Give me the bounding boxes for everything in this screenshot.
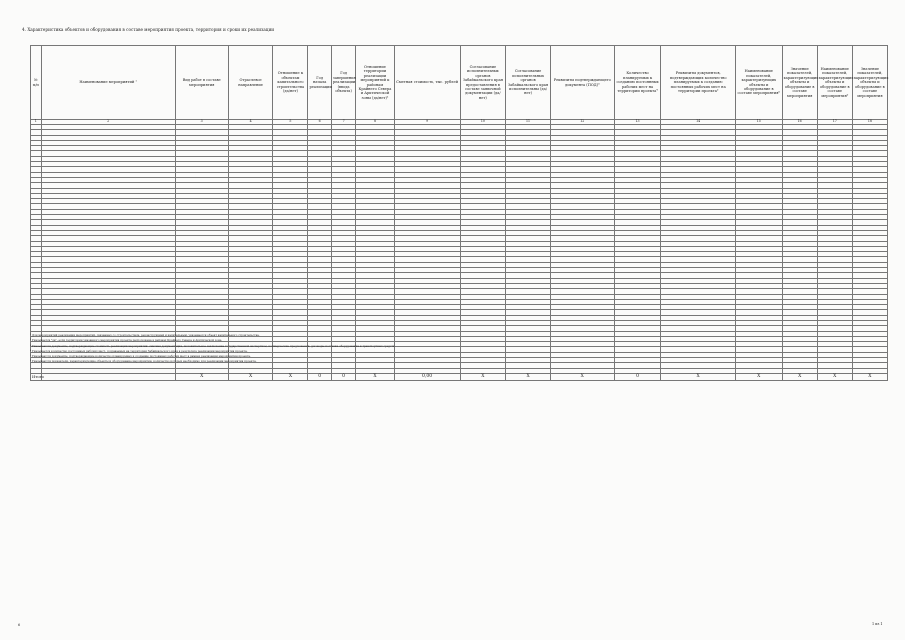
footnote: ⁶ Указываются показатели, характеризующие объекты и оборудование мероприятия, количество которых необходимо для реализации мероприятия проекта.: [30, 359, 257, 364]
column-number: 14: [661, 120, 735, 125]
column-number: 12: [550, 120, 614, 125]
footnote: ³ Указываются документы, подтверждающие стоимость реализации мероприятия: сметная документация, положительное заключение государственной экспертизы, коммерческие предложения, договоры поставки оборудования и транспортных средств.: [30, 343, 396, 348]
total-cell: X: [735, 373, 782, 380]
column-header: Значение показателей, характеризующих объекты и оборудование в составе мероприятия: [782, 46, 817, 120]
footnote: ⁵ Указываются документы, подтверждающие количество планируемых к созданию постоянных рабочих мест в рамках реализации мероприятия проекта.: [30, 354, 251, 359]
total-cell: X: [852, 373, 887, 380]
column-number: 11: [506, 120, 551, 125]
column-header: Количество планируемых к созданию постоянных рабочих мест на территории проекта⁴: [614, 46, 661, 120]
total-cell: X: [782, 373, 817, 380]
column-number: 17: [817, 120, 852, 125]
column-header: Согласование исполнительных органов Забайкальского края исполнительны (да/нет): [506, 46, 551, 120]
column-header: Отраслевое направление: [228, 46, 273, 120]
column-number: 7: [331, 120, 355, 125]
column-header: Значение показателей, характеризующих объекты и оборудование в составе мероприятия: [852, 46, 887, 120]
page-number: 1 из 1: [872, 622, 883, 626]
total-cell: 0: [614, 373, 661, 380]
total-cell: X: [661, 373, 735, 380]
page-marker-left: 6: [18, 623, 21, 627]
total-cell: X: [460, 373, 506, 380]
total-cell: 0: [331, 373, 355, 380]
total-cell: X: [506, 373, 551, 380]
column-header: Наименование мероприятий ¹: [41, 46, 175, 120]
total-cell: X: [550, 373, 614, 380]
footnote: ¹ Для мероприятий реализации мероприятий, связанных со строительством, реконструкцией и капитальным, указывается объект капитального строительства.: [30, 333, 260, 337]
column-number: 18: [852, 120, 887, 125]
total-cell: X: [817, 373, 852, 380]
column-header: Отношение к объектам капитального строительства (да/нет): [273, 46, 308, 120]
column-header: Сметная стоимость, тыс. рублей: [394, 46, 460, 120]
total-cell: 0,00: [394, 373, 460, 380]
total-label: Итого: [32, 373, 44, 379]
total-cell: X: [356, 373, 394, 380]
column-number: 9: [394, 120, 460, 125]
column-header: Реквизиты подтверждающего документа (ПОД)³: [550, 46, 614, 120]
column-header: Вид работ в составе мероприятия: [175, 46, 228, 120]
footnote: ² Указывается "да", если территория указанного мероприятия проекта расположена в районах Крайнего Севера и Арктической зоне.: [30, 338, 223, 343]
column-header: Год завершения реализации (ввода объекта): [331, 46, 355, 120]
column-number: 16: [782, 120, 817, 125]
total-cell: 0: [308, 373, 331, 380]
column-header: № п/п: [31, 46, 42, 120]
objects-table: [30, 45, 888, 381]
column-header: Наименование показателей, характеризующих объекты и оборудование в составе мероприятия⁶: [817, 46, 852, 120]
column-number: 4: [228, 120, 273, 125]
section-heading: 4. Характеристика объектов и оборудования в составе мероприятия проекта, территория и сроки их реализации: [22, 27, 275, 32]
column-header: Год начала реализации: [308, 46, 331, 120]
column-number: 5: [273, 120, 308, 125]
header-row: [31, 46, 888, 120]
total-cell: X: [228, 373, 273, 380]
total-cell: X: [175, 373, 228, 380]
total-cell: X: [273, 373, 308, 380]
column-number: 1: [31, 120, 42, 125]
total-cell: [41, 373, 175, 380]
column-number: 2: [41, 120, 175, 125]
column-header: Реквизиты документов, подтверждающих количество планируемых к созданию постоянных рабочих мест на территории проекта⁵: [661, 46, 735, 120]
column-number: 13: [614, 120, 661, 125]
footnote: ⁴ Указывается количество постоянных рабочих мест, создаваемых на территории Забайкальского края в результате реализации мероприятия проекта.: [30, 348, 248, 353]
footnotes: [30, 333, 395, 365]
column-header: Наименование показателей, характеризующих объекты и оборудование в составе мероприятия⁶: [735, 46, 782, 120]
column-number: 3: [175, 120, 228, 125]
column-number: 6: [308, 120, 331, 125]
column-header: Отношение территории реализации мероприятий к районам Крайнего Севера и Арктической зоны (да/нет)²: [356, 46, 394, 120]
column-number: 10: [460, 120, 506, 125]
total-row: [31, 373, 888, 380]
column-number: 8: [356, 120, 394, 125]
column-number: 15: [735, 120, 782, 125]
column-header: Согласование исполнительных органов Забайкальского края предоставления в составе заявочной документации (да/нет): [460, 46, 506, 120]
